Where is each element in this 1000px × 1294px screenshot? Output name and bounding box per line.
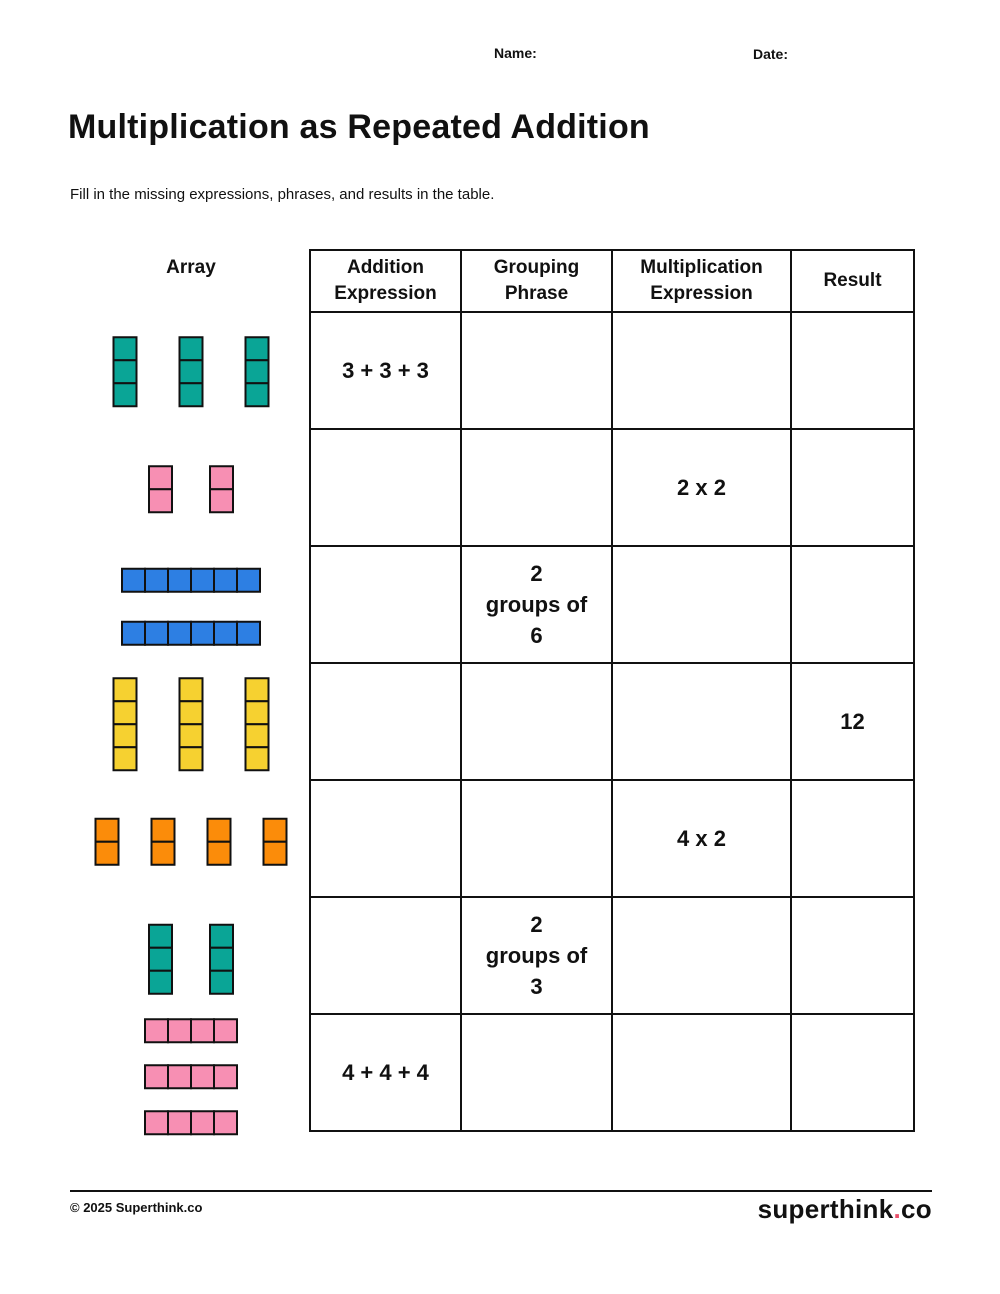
array-block bbox=[214, 1111, 237, 1134]
addition-cell[interactable] bbox=[310, 546, 461, 663]
array-block bbox=[180, 678, 203, 701]
array-block bbox=[214, 1065, 237, 1088]
header-result: Result bbox=[791, 250, 914, 312]
array-block bbox=[145, 1111, 168, 1134]
brand-logo-dot: . bbox=[893, 1194, 902, 1224]
addition-cell[interactable] bbox=[310, 897, 461, 1014]
array-block bbox=[149, 925, 172, 948]
array-block bbox=[114, 383, 137, 406]
instructions: Fill in the missing expressions, phrases, and results in the table. bbox=[70, 186, 495, 203]
date-label: Date: bbox=[753, 46, 789, 62]
array-block bbox=[114, 701, 137, 724]
brand-logo-main: superthink bbox=[757, 1194, 894, 1224]
array-block bbox=[180, 747, 203, 770]
array-block bbox=[145, 1065, 168, 1088]
table-row bbox=[310, 897, 914, 1014]
array-block bbox=[214, 569, 237, 592]
array-block bbox=[210, 489, 233, 512]
array-block bbox=[145, 622, 168, 645]
array-illustrations bbox=[0, 0, 310, 1160]
array-block bbox=[191, 1111, 214, 1134]
table-row bbox=[310, 1014, 914, 1131]
multiplication-cell[interactable] bbox=[612, 546, 791, 663]
array-block bbox=[246, 360, 269, 383]
array-block bbox=[246, 678, 269, 701]
addition-cell[interactable] bbox=[310, 663, 461, 780]
array-6 bbox=[149, 925, 233, 994]
array-block bbox=[208, 842, 231, 865]
array-block bbox=[122, 622, 145, 645]
result-cell[interactable] bbox=[791, 312, 914, 429]
array-3 bbox=[122, 569, 260, 645]
array-block bbox=[122, 569, 145, 592]
array-block bbox=[210, 466, 233, 489]
array-7 bbox=[145, 1019, 237, 1134]
array-block bbox=[152, 819, 175, 842]
array-block bbox=[246, 383, 269, 406]
table-row bbox=[310, 312, 914, 429]
array-block bbox=[214, 1019, 237, 1042]
addition-cell[interactable]: 3 + 3 + 3 bbox=[310, 312, 461, 429]
array-block bbox=[246, 701, 269, 724]
copyright: © 2025 Superthink.co bbox=[70, 1200, 203, 1215]
grouping-cell[interactable] bbox=[461, 1014, 612, 1131]
array-block bbox=[96, 819, 119, 842]
table-row bbox=[310, 663, 914, 780]
array-block bbox=[264, 819, 287, 842]
result-cell[interactable] bbox=[791, 780, 914, 897]
array-block bbox=[246, 337, 269, 360]
array-5 bbox=[96, 819, 287, 865]
array-block bbox=[191, 1019, 214, 1042]
multiplication-cell[interactable]: 2 x 2 bbox=[612, 429, 791, 546]
worksheet-title: Multiplication as Repeated Addition bbox=[68, 108, 650, 146]
array-block bbox=[149, 971, 172, 994]
array-4 bbox=[114, 678, 269, 770]
array-block bbox=[152, 842, 175, 865]
array-block bbox=[149, 489, 172, 512]
array-block bbox=[180, 383, 203, 406]
brand-logo bbox=[758, 1194, 932, 1225]
array-block bbox=[145, 1019, 168, 1042]
grouping-cell[interactable] bbox=[461, 312, 612, 429]
array-block bbox=[149, 466, 172, 489]
array-block bbox=[168, 569, 191, 592]
brand-logo-tld: co bbox=[901, 1194, 932, 1224]
grouping-cell[interactable] bbox=[461, 429, 612, 546]
table-row bbox=[310, 429, 914, 546]
array-block bbox=[180, 337, 203, 360]
addition-cell[interactable] bbox=[310, 780, 461, 897]
array-block bbox=[210, 925, 233, 948]
array-block bbox=[145, 569, 168, 592]
worksheet-table bbox=[309, 249, 915, 1132]
array-block bbox=[168, 622, 191, 645]
grouping-cell[interactable]: 2 groups of 6 bbox=[461, 546, 612, 663]
array-2 bbox=[149, 466, 233, 512]
multiplication-cell[interactable] bbox=[612, 663, 791, 780]
array-1 bbox=[114, 337, 269, 406]
array-block bbox=[264, 842, 287, 865]
array-block bbox=[168, 1111, 191, 1134]
array-block bbox=[208, 819, 231, 842]
header-multiplication-expression: Multiplication Expression bbox=[612, 250, 791, 312]
footer-divider bbox=[70, 1190, 932, 1192]
array-block bbox=[237, 622, 260, 645]
array-block bbox=[237, 569, 260, 592]
addition-cell[interactable] bbox=[310, 429, 461, 546]
array-block bbox=[191, 569, 214, 592]
name-label: Name: bbox=[494, 45, 537, 61]
multiplication-cell[interactable] bbox=[612, 897, 791, 1014]
array-block bbox=[168, 1019, 191, 1042]
grouping-cell[interactable]: 2 groups of 3 bbox=[461, 897, 612, 1014]
array-block bbox=[114, 337, 137, 360]
result-cell[interactable] bbox=[791, 1014, 914, 1131]
array-block bbox=[180, 724, 203, 747]
array-block bbox=[114, 360, 137, 383]
array-block bbox=[246, 724, 269, 747]
header-grouping-phrase: Grouping Phrase bbox=[461, 250, 612, 312]
array-block bbox=[210, 948, 233, 971]
result-cell[interactable] bbox=[791, 897, 914, 1014]
multiplication-cell[interactable]: 4 x 2 bbox=[612, 780, 791, 897]
multiplication-cell[interactable] bbox=[612, 312, 791, 429]
array-block bbox=[246, 747, 269, 770]
grouping-cell[interactable] bbox=[461, 780, 612, 897]
header-row bbox=[310, 250, 914, 312]
multiplication-cell[interactable] bbox=[612, 1014, 791, 1131]
array-block bbox=[191, 1065, 214, 1088]
array-block bbox=[114, 747, 137, 770]
array-block bbox=[214, 622, 237, 645]
array-block bbox=[168, 1065, 191, 1088]
array-column-header: Array bbox=[166, 257, 216, 278]
result-cell[interactable] bbox=[791, 429, 914, 546]
array-block bbox=[96, 842, 119, 865]
array-block bbox=[191, 622, 214, 645]
table-row bbox=[310, 546, 914, 663]
addition-cell[interactable]: 4 + 4 + 4 bbox=[310, 1014, 461, 1131]
result-cell[interactable]: 12 bbox=[791, 663, 914, 780]
grouping-cell[interactable] bbox=[461, 663, 612, 780]
array-block bbox=[180, 701, 203, 724]
array-block bbox=[210, 971, 233, 994]
array-block bbox=[149, 948, 172, 971]
array-block bbox=[180, 360, 203, 383]
result-cell[interactable] bbox=[791, 546, 914, 663]
array-block bbox=[114, 678, 137, 701]
header-addition-expression: Addition Expression bbox=[310, 250, 461, 312]
table-row bbox=[310, 780, 914, 897]
array-block bbox=[114, 724, 137, 747]
